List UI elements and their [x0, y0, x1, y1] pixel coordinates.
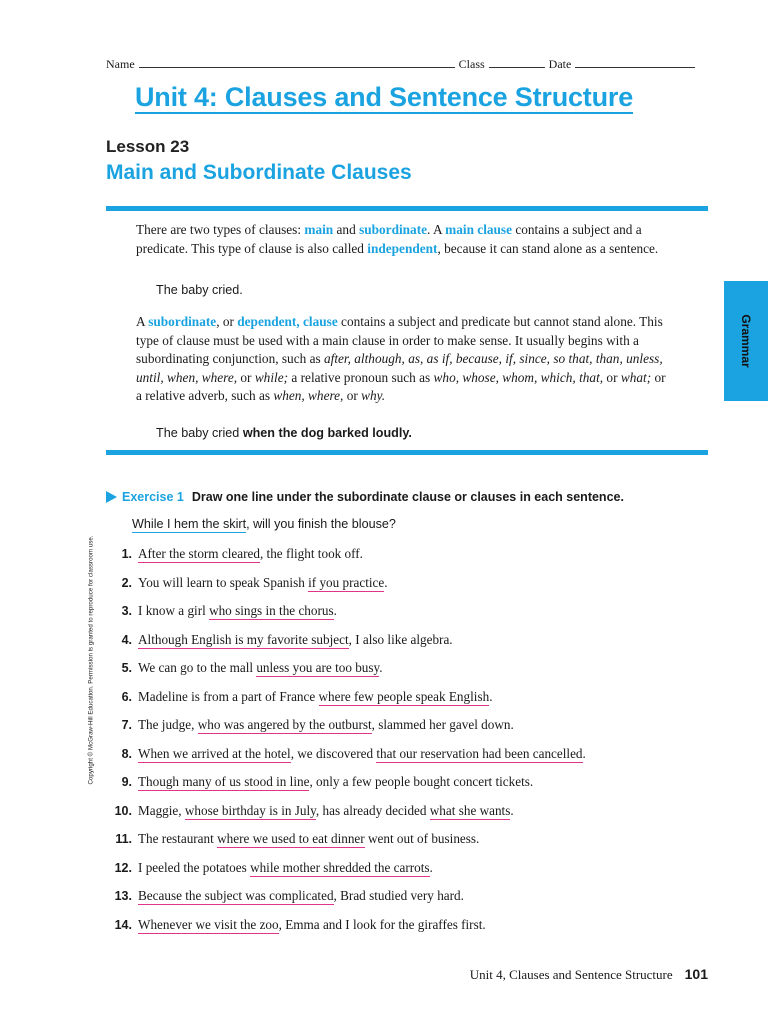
- item-number: 7.: [121, 718, 132, 732]
- item-number: 12.: [114, 860, 132, 875]
- underlined-clause: that our reservation had been cancelled: [376, 745, 583, 761]
- underlined-clause: what she wants: [429, 802, 511, 818]
- exercise-item: [106, 774, 706, 790]
- underlined-clause: who was angered by the outburst: [197, 717, 372, 732]
- sample-sentence: [132, 517, 396, 531]
- item-sentence: [138, 575, 388, 591]
- item-number: 4.: [121, 632, 132, 647]
- item-number: 10.: [114, 803, 132, 818]
- grammar-side-tab: [724, 281, 768, 401]
- example-main-clause: The baby cried: [156, 426, 243, 440]
- name-field[interactable]: [139, 55, 455, 68]
- text-run: A: [136, 314, 149, 329]
- text-run: Madeline is from a part of France: [138, 688, 319, 704]
- text-run: , has already decided: [315, 802, 430, 818]
- example-sentence-1: The baby cried.: [156, 283, 243, 297]
- item-sentence: [138, 717, 514, 733]
- item-number: 9.: [121, 775, 132, 789]
- underlined-clause: where few people speak English: [318, 688, 490, 704]
- underlined-clause: Whenever we visit the zoo: [138, 916, 279, 932]
- keyword: main clause: [445, 222, 513, 237]
- underlined-clause: Although English is my favorite subject: [138, 631, 349, 647]
- italic-term: what;: [620, 369, 652, 385]
- exercise-instruction: Draw one line under the subordinate clause or clauses in each sentence.: [191, 490, 624, 504]
- text-run: , we discovered: [290, 745, 377, 761]
- underlined-clause: while mother shredded the carrots: [250, 859, 430, 875]
- text-run: and: [333, 222, 360, 237]
- text-run: , will you finish the blouse?: [246, 517, 396, 531]
- text-run: .: [333, 603, 337, 618]
- text-run: We can go to the mall: [138, 660, 257, 675]
- exercise-item: [106, 917, 706, 933]
- underlined-clause: where we used to eat dinner: [217, 831, 365, 846]
- exercise-item: [106, 575, 706, 591]
- underlined-clause: if you practice: [308, 574, 385, 590]
- underlined-clause: unless you are too busy: [256, 660, 380, 675]
- text-run: The judge,: [138, 717, 198, 732]
- item-sentence: [138, 803, 514, 819]
- underlined-clause: While I hem the skirt: [132, 517, 247, 531]
- exercise-item: [106, 803, 706, 819]
- keyword: main: [304, 222, 334, 237]
- text-run: .: [510, 802, 514, 818]
- text-run: , I also like algebra.: [348, 631, 453, 647]
- example-sentence-2: [156, 426, 412, 440]
- exercise-label: Exercise 1: [122, 490, 184, 504]
- lesson-number: Lesson 23: [106, 137, 190, 156]
- italic-term: who, whose, whom, which, that,: [433, 369, 604, 385]
- text-run: or: [237, 369, 255, 385]
- item-sentence: [138, 689, 492, 705]
- keyword: subordinate: [148, 314, 217, 329]
- exercise-item: [106, 717, 706, 733]
- text-run: contains a subject and a predicate. This type of clause is also called: [136, 222, 642, 256]
- text-run: contains a subject and predicate but cannot stand alone. This type of clause must be used with a main clause in order to make sense. It usually begins with a subordinating conjunction, such as: [136, 314, 663, 366]
- underlined-clause: whose birthday is in July: [184, 802, 316, 818]
- italic-term: why.: [361, 388, 386, 403]
- class-field[interactable]: [489, 55, 545, 68]
- text-run: .: [379, 660, 383, 675]
- item-sentence: [138, 632, 453, 648]
- intro-paragraph-1: [136, 221, 666, 258]
- exercise-item: [106, 888, 706, 904]
- text-run: There are two types of clauses:: [136, 222, 305, 237]
- underlined-clause: Because the subject was complicated: [138, 888, 334, 903]
- item-number: 13.: [114, 889, 132, 903]
- text-run: .: [429, 859, 433, 875]
- text-run: .: [489, 688, 493, 704]
- bottom-rule: [106, 450, 708, 455]
- class-label: Class: [458, 57, 485, 71]
- intro-paragraph-2: [136, 313, 666, 406]
- exercise-item: [106, 689, 706, 705]
- name-label: Name: [106, 57, 135, 71]
- text-run: , or: [216, 314, 238, 329]
- student-info-header: [106, 55, 708, 72]
- item-sentence: [138, 603, 337, 619]
- item-number: 14.: [114, 917, 132, 932]
- exercise-item: [106, 546, 706, 562]
- example-subordinate-clause: when the dog barked loudly.: [242, 426, 412, 440]
- text-run: I know a girl: [138, 603, 210, 618]
- underlined-clause: who sings in the chorus: [209, 603, 334, 618]
- underlined-clause: After the storm cleared: [138, 546, 260, 561]
- text-run: Maggie,: [138, 802, 185, 818]
- text-run: . A: [427, 222, 446, 237]
- text-run: a relative pronoun such as: [288, 369, 434, 385]
- text-run: or: [343, 388, 362, 403]
- play-triangle-icon: [106, 491, 117, 503]
- text-run: , Emma and I look for the giraffes first.: [278, 916, 486, 932]
- item-sentence: [138, 546, 363, 562]
- top-rule: [106, 206, 708, 211]
- item-sentence: [138, 660, 383, 676]
- italic-term: when, where,: [273, 388, 344, 403]
- item-number: 3.: [121, 604, 132, 618]
- text-run: , because it can stand alone as a sentence.: [437, 240, 659, 256]
- exercise-item: [106, 746, 706, 762]
- underlined-clause: Though many of us stood in line: [138, 774, 310, 789]
- unit-title: Unit 4: Clauses and Sentence Structure: [134, 82, 634, 112]
- underlined-clause: When we arrived at the hotel: [138, 745, 291, 761]
- italic-term: while;: [254, 369, 289, 385]
- date-label: Date: [548, 57, 572, 71]
- exercise-item: [106, 831, 706, 847]
- text-run: or: [603, 369, 621, 385]
- footer-text: Unit 4, Clauses and Sentence Structure: [469, 967, 673, 982]
- text-run: went out of business.: [364, 831, 480, 846]
- item-number: 2.: [121, 575, 132, 590]
- item-number: 11.: [115, 832, 132, 846]
- item-number: 1.: [121, 547, 132, 561]
- exercise-item: [106, 632, 706, 648]
- text-run: I peeled the potatoes: [138, 859, 251, 875]
- item-sentence: [138, 860, 433, 876]
- lesson-title: Main and Subordinate Clauses: [106, 161, 412, 184]
- text-run: or a relative adverb, such as: [136, 369, 666, 403]
- exercise-item: [106, 860, 706, 876]
- text-run: The restaurant: [138, 831, 218, 846]
- keyword: dependent, clause: [237, 314, 338, 329]
- text-run: , only a few people bought concert tickets.: [309, 774, 534, 789]
- exercise-item: [106, 603, 706, 619]
- item-number: 6.: [121, 689, 132, 704]
- text-run: You will learn to speak Spanish: [138, 574, 309, 590]
- item-sentence: [138, 774, 533, 790]
- exercise-header: [106, 490, 624, 504]
- text-run: .: [384, 574, 388, 590]
- text-run: .: [582, 745, 586, 761]
- keyword: subordinate: [359, 222, 428, 237]
- italic-term: after, although, as, as if, because, if, since, so that, than, unless, until, when, where,: [136, 351, 663, 385]
- grammar-tab-label: Grammar: [739, 314, 753, 368]
- exercise-item: [106, 660, 706, 676]
- item-sentence: [138, 917, 486, 933]
- text-run: , slammed her gavel down.: [371, 717, 514, 732]
- item-sentence: [138, 888, 464, 904]
- item-number: 5.: [121, 661, 132, 675]
- text-run: , Brad studied very hard.: [333, 888, 464, 903]
- item-sentence: [138, 746, 586, 762]
- page-number: 101: [684, 966, 708, 982]
- page-footer: [470, 966, 708, 983]
- text-run: , the flight took off.: [259, 546, 363, 561]
- item-number: 8.: [121, 746, 132, 761]
- keyword: independent: [367, 240, 438, 256]
- date-field[interactable]: [575, 55, 695, 68]
- item-sentence: [138, 831, 479, 847]
